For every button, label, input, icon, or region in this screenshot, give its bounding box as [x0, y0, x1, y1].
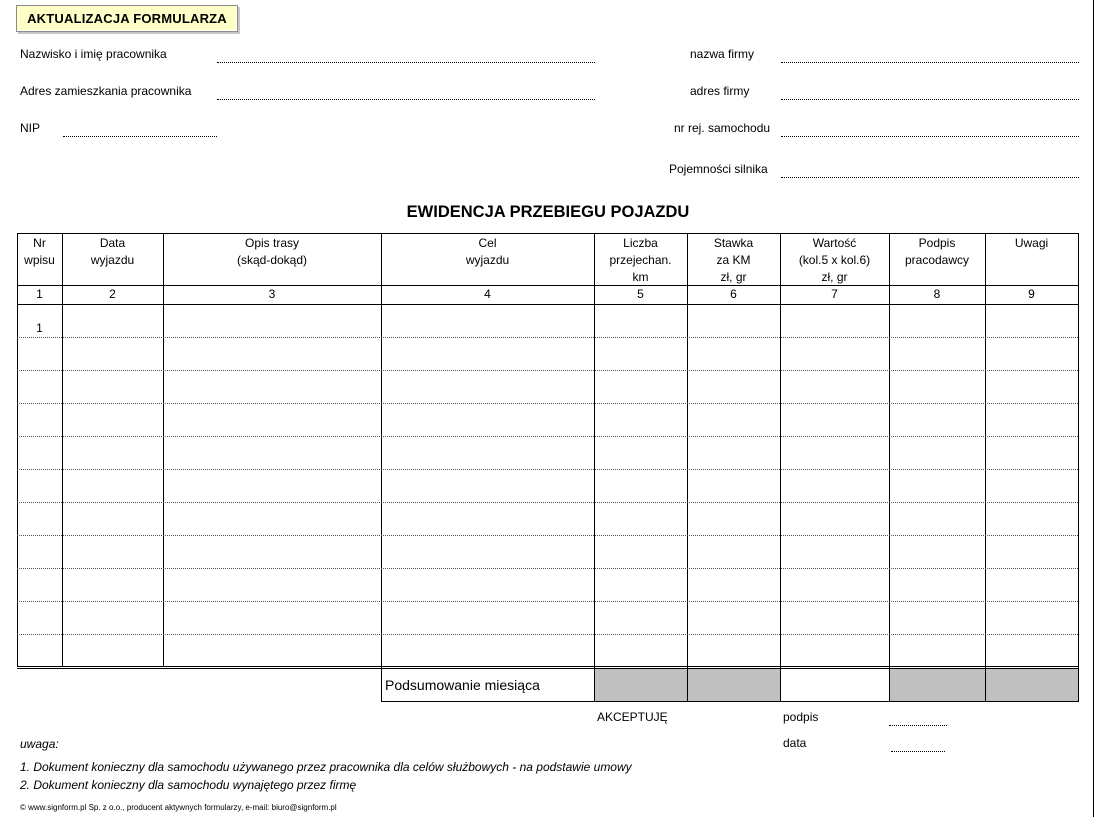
table-cell[interactable] — [382, 569, 594, 600]
column-number: 7 — [831, 287, 838, 301]
table-cell[interactable] — [382, 437, 594, 468]
table-cell[interactable] — [688, 404, 780, 435]
company-address-label: adres firmy — [690, 84, 750, 98]
table-cell[interactable] — [164, 536, 381, 567]
column-header-line: Opis trasy — [244, 236, 299, 250]
summary-border — [889, 667, 890, 702]
table-cell[interactable] — [688, 635, 780, 666]
table-cell[interactable] — [986, 371, 1078, 402]
summary-border — [381, 667, 382, 702]
table-cell[interactable] — [382, 404, 594, 435]
table-cell[interactable] — [164, 503, 381, 534]
table-cell[interactable] — [595, 437, 687, 468]
column-header-line: Cel — [478, 236, 497, 250]
nip-field[interactable] — [63, 136, 217, 137]
column-header-line: Stawka — [713, 236, 754, 250]
employee-name-field[interactable] — [217, 62, 595, 63]
table-cell[interactable] — [164, 569, 381, 600]
table-cell[interactable] — [781, 635, 889, 666]
column-number: 1 — [36, 287, 43, 301]
table-cell[interactable] — [63, 602, 163, 633]
table-cell[interactable] — [595, 536, 687, 567]
column-header — [594, 235, 687, 286]
column-header-line: Uwagi — [1014, 236, 1049, 250]
column-header-line: zł, gr — [720, 270, 747, 284]
column-header-line: zł, gr — [821, 270, 848, 284]
table-cell[interactable] — [63, 470, 163, 501]
table-cell[interactable] — [688, 470, 780, 501]
company-address-field[interactable] — [781, 99, 1079, 100]
column-header-line: (skąd-dokąd) — [236, 253, 308, 267]
footer-copyright: © www.signform.pl Sp. z o.o., producent aktywnych formularzy, e-mail: biuro@signform.pl — [20, 803, 337, 812]
company-name-field[interactable] — [781, 62, 1079, 63]
table-cell[interactable] — [986, 536, 1078, 567]
table-cell[interactable] — [781, 305, 889, 336]
column-header-line: Liczba — [623, 236, 658, 250]
table-cell[interactable] — [781, 404, 889, 435]
table-cell[interactable] — [382, 602, 594, 633]
column-header-line: wyjazdu — [465, 253, 510, 267]
column-header-line: Nr — [33, 236, 46, 250]
table-cell[interactable] — [890, 338, 985, 369]
table-cell[interactable] — [164, 470, 381, 501]
registration-field[interactable] — [781, 136, 1079, 137]
column-number: 9 — [1028, 287, 1035, 301]
table-cell[interactable] — [688, 338, 780, 369]
engine-capacity-label: Pojemności silnika — [669, 162, 768, 176]
table-cell[interactable] — [890, 569, 985, 600]
table-cell[interactable] — [890, 635, 985, 666]
table-cell[interactable] — [781, 470, 889, 501]
table-cell[interactable] — [986, 338, 1078, 369]
table-cell[interactable] — [595, 404, 687, 435]
summary-border — [985, 667, 986, 702]
table-cell[interactable] — [382, 371, 594, 402]
table-cell[interactable] — [890, 602, 985, 633]
table-cell[interactable] — [781, 503, 889, 534]
signature-label: podpis — [783, 710, 819, 724]
column-header-line: Podpis — [918, 236, 956, 250]
signature-field[interactable] — [889, 725, 947, 726]
column-number: 3 — [268, 287, 276, 301]
summary-bottom-border — [381, 701, 1079, 702]
column-header-line: (kol.5 x kol.6) — [798, 253, 871, 267]
table-cell[interactable] — [688, 437, 780, 468]
table-bottom-border — [17, 666, 1079, 667]
table-cell[interactable] — [890, 437, 985, 468]
table-cell[interactable] — [382, 536, 594, 567]
employee-name-label: Nazwisko i imię pracownika — [20, 47, 167, 61]
column-header-line: wpisu — [24, 253, 55, 267]
table-cell[interactable] — [63, 635, 163, 666]
table-cell[interactable] — [890, 470, 985, 501]
column-number: 6 — [730, 287, 737, 301]
page-title: EWIDENCJA PRZEBIEGU POJAZDU — [406, 203, 690, 221]
table-cell[interactable] — [63, 305, 163, 336]
row-number: 1 — [36, 321, 43, 335]
employee-address-field[interactable] — [217, 99, 595, 100]
table-cell[interactable] — [595, 305, 687, 336]
table-cell[interactable] — [688, 305, 780, 336]
column-border — [1078, 233, 1079, 667]
table-cell[interactable] — [890, 404, 985, 435]
column-header-line: Data — [99, 236, 126, 250]
table-cell[interactable] — [63, 338, 163, 369]
table-cell[interactable] — [595, 635, 687, 666]
table-cell[interactable] — [986, 404, 1078, 435]
summary-value-cell[interactable] — [781, 669, 889, 701]
column-header — [163, 235, 381, 269]
summary-total-cell — [986, 669, 1078, 701]
column-header-line: Wartość — [812, 236, 857, 250]
table-cell[interactable] — [781, 536, 889, 567]
table-cell[interactable] — [63, 371, 163, 402]
table-cell[interactable] — [164, 338, 381, 369]
summary-total-cell — [688, 669, 780, 701]
table-cell[interactable] — [781, 569, 889, 600]
column-header-line: wyjazdu — [90, 253, 135, 267]
table-top-border — [17, 233, 1079, 234]
table-cell[interactable] — [986, 305, 1078, 336]
summary-total-cell — [890, 669, 985, 701]
table-cell[interactable] — [688, 371, 780, 402]
summary-border — [594, 667, 595, 702]
table-cell[interactable] — [164, 404, 381, 435]
table-cell[interactable] — [595, 371, 687, 402]
note-2: 2. Dokument konieczny dla samochodu wynajętego przez firmę — [20, 778, 357, 792]
table-cell[interactable] — [63, 503, 163, 534]
table-cell[interactable] — [63, 536, 163, 567]
table-cell[interactable] — [986, 602, 1078, 633]
column-header — [62, 235, 163, 269]
column-header — [381, 235, 594, 269]
summary-border — [687, 667, 688, 702]
table-cell[interactable] — [781, 602, 889, 633]
table-cell[interactable] — [986, 503, 1078, 534]
column-header — [889, 235, 985, 269]
table-cell[interactable] — [382, 470, 594, 501]
table-cell[interactable] — [890, 305, 985, 336]
table-cell[interactable] — [688, 536, 780, 567]
table-cell[interactable] — [890, 371, 985, 402]
table-cell[interactable] — [781, 338, 889, 369]
table-cell[interactable] — [986, 569, 1078, 600]
summary-border — [1078, 667, 1079, 702]
summary-total-cell — [595, 669, 687, 701]
table-cell[interactable] — [781, 437, 889, 468]
table-cell[interactable] — [890, 503, 985, 534]
table-cell[interactable] — [595, 503, 687, 534]
accept-label: AKCEPTUJĘ — [597, 710, 668, 724]
date-field[interactable] — [891, 751, 945, 752]
column-header-line: pracodawcy — [904, 253, 970, 267]
table-cell[interactable] — [164, 371, 381, 402]
table-cell[interactable] — [382, 338, 594, 369]
column-header-line: przejechan. — [609, 253, 672, 267]
column-header — [780, 235, 889, 286]
note-1: 1. Dokument konieczny dla samochodu używanego przez pracownika dla celów służbowych - na podstawie umowy — [20, 760, 632, 774]
table-cell[interactable] — [781, 371, 889, 402]
table-cell[interactable] — [688, 602, 780, 633]
table-cell[interactable] — [382, 503, 594, 534]
table-cell[interactable] — [164, 305, 381, 336]
column-header — [17, 235, 62, 269]
header-separator — [17, 285, 1079, 286]
nip-label: NIP — [20, 121, 41, 135]
table-cell[interactable] — [382, 635, 594, 666]
table-cell[interactable] — [382, 305, 594, 336]
table-cell[interactable] — [688, 569, 780, 600]
column-number: 8 — [933, 287, 941, 301]
summary-label: Podsumowanie miesiąca — [385, 677, 540, 693]
column-number: 4 — [484, 287, 491, 301]
page-right-border — [1093, 0, 1094, 817]
employee-address-label: Adres zamieszkania pracownika — [20, 84, 192, 98]
column-header-line: km — [632, 270, 649, 284]
column-number: 2 — [109, 287, 116, 301]
table-cell[interactable] — [164, 635, 381, 666]
registration-label: nr rej. samochodu — [674, 121, 771, 135]
table-cell[interactable] — [63, 404, 163, 435]
column-header — [985, 235, 1078, 252]
table-cell[interactable] — [595, 470, 687, 501]
engine-capacity-field[interactable] — [781, 177, 1079, 178]
column-header — [687, 235, 780, 286]
column-header-line: za KM — [716, 253, 751, 267]
table-cell[interactable] — [164, 437, 381, 468]
table-cell[interactable] — [688, 503, 780, 534]
company-name-label: nazwa firmy — [690, 47, 755, 61]
update-form-button[interactable]: AKTUALIZACJA FORMULARZA — [16, 5, 238, 32]
table-cell[interactable] — [986, 635, 1078, 666]
notes-heading: uwaga: — [20, 737, 59, 751]
table-cell[interactable] — [595, 602, 687, 633]
table-cell[interactable] — [986, 470, 1078, 501]
table-cell[interactable] — [164, 602, 381, 633]
table-cell[interactable] — [890, 536, 985, 567]
column-number: 5 — [637, 287, 644, 301]
table-cell[interactable] — [595, 569, 687, 600]
date-label: data — [783, 736, 807, 750]
table-cell[interactable] — [986, 437, 1078, 468]
table-cell[interactable] — [595, 338, 687, 369]
table-cell[interactable] — [63, 437, 163, 468]
table-cell[interactable] — [63, 569, 163, 600]
